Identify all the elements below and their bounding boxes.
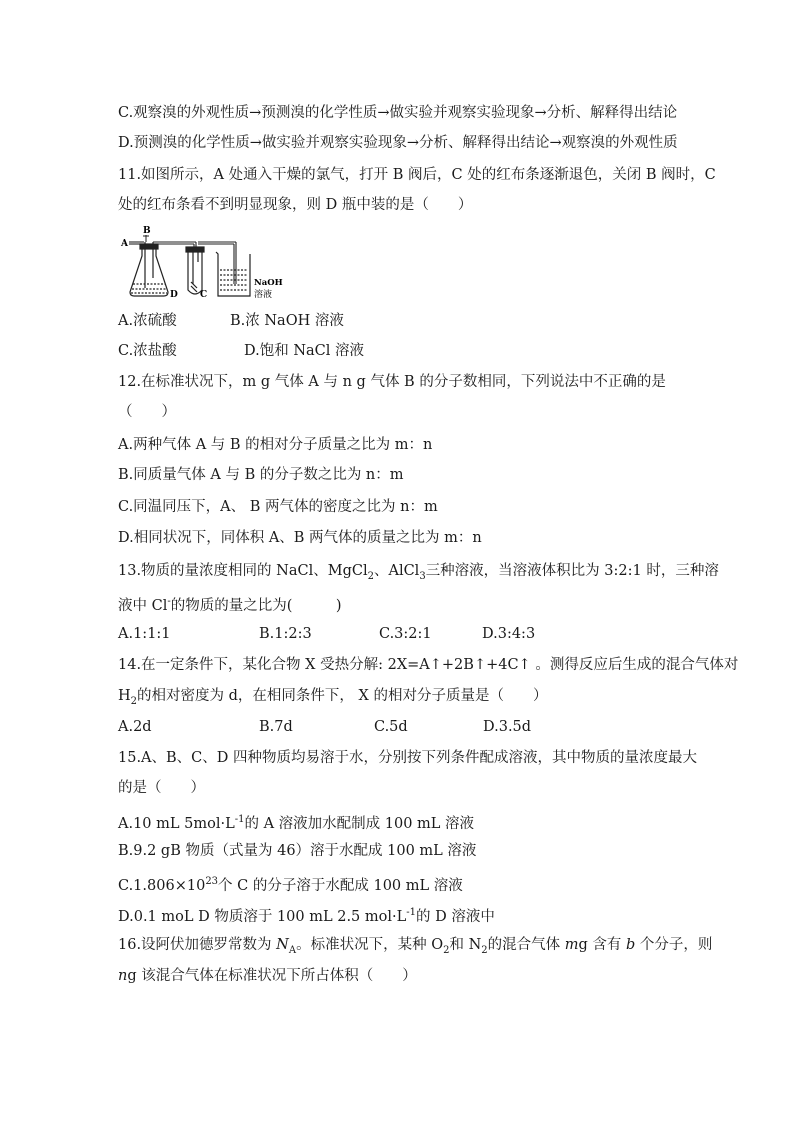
q16-text: g 该混合气体在标准状况下所占体积（ ） [127, 968, 417, 984]
label-c: C [200, 290, 208, 300]
q14-text: 的相对密度为 d，在相同条件下， X 的相对分子质量是（ ） [137, 688, 548, 704]
q16-text: 的混合气体 [487, 937, 565, 953]
q15-stem-line2: 的是（ ） [118, 780, 205, 796]
q15-text: A.10 mL 5mol·L [118, 815, 235, 832]
q11-option-a: A.浓硫酸 [118, 313, 177, 329]
q14-text: H [118, 688, 131, 704]
variable-m: m [564, 937, 579, 953]
q16-stem-line2 [118, 966, 417, 986]
superscript: 23 [205, 876, 219, 887]
superscript: - [167, 596, 171, 607]
q15-text: 个 C 的分子溶于水配成 100 mL 溶液 [218, 877, 463, 894]
beaker-naoh-icon [216, 252, 250, 296]
q15-text: 的 D 溶液中 [416, 908, 495, 925]
q15-text: D.0.1 moL D 物质溶于 100 mL 2.5 mol·L [118, 908, 407, 925]
q15-text: 的 A 溶液加水配制成 100 mL 溶液 [244, 815, 475, 832]
q13-text: 液中 Cl [118, 597, 168, 614]
q15-option-b: B.9.2 gB 物质（式量为 46）溶于水配成 100 mL 溶液 [118, 843, 477, 859]
q15-stem-line1: 15.A、B、C、D 四种物质均易溶于水，分别按下列条件配成溶液，其中物质的量浓度最大 [118, 750, 698, 766]
label-a: A [121, 239, 128, 249]
q11-option-c: C.浓盐酸 [118, 343, 177, 359]
q11-option-b: B.浓 NaOH 溶液 [230, 313, 344, 329]
valve-b-icon [143, 235, 149, 242]
label-d: D [170, 290, 178, 300]
q14-stem-line2 [118, 686, 547, 712]
q14-option-c: C.5d [374, 719, 408, 735]
subscript: 2 [367, 570, 374, 582]
test-tube-c-icon [186, 247, 204, 294]
q12-option-c: C.同温同压下，A、 B 两气体的密度之比为 n：m [118, 499, 438, 515]
q14-option-d: D.3.5d [483, 719, 532, 735]
avogadro-symbol: N [276, 937, 289, 953]
q13-stem-line1 [118, 561, 719, 587]
q15-option-c [118, 872, 463, 896]
q10-option-c: C.观察溴的外观性质→预测溴的化学性质→做实验并观察实验现象→分析、解释得出结论 [118, 105, 678, 121]
q13-text: 、AlCl [373, 563, 420, 579]
superscript: -1 [234, 814, 245, 825]
q11-apparatus-figure [118, 222, 293, 304]
q16-text: 和 N [449, 937, 482, 953]
q11-option-d: D.饱和 NaCl 溶液 [244, 343, 364, 359]
q16-text: 16.设阿伏加德罗常数为 [118, 937, 277, 953]
label-b: B [143, 226, 151, 236]
q15-text: C.1.806×10 [118, 877, 206, 894]
q10-option-d: D.预测溴的化学性质→做实验并观察实验现象→分析、解释得出结论→观察溴的外观性质 [118, 135, 678, 151]
q13-option-c: C.3:2:1 [379, 626, 432, 642]
q16-stem-line1 [118, 935, 712, 961]
flask-d-icon [130, 242, 168, 296]
superscript: -1 [406, 907, 416, 918]
q12-option-b: B.同质量气体 A 与 B 的分子数之比为 n：m [118, 467, 404, 483]
q12-stem-line2: （ ） [118, 404, 176, 420]
q12-option-d: D.相同状况下，同体积 A、B 两气体的质量之比为 m：n [118, 530, 482, 546]
q13-text: 的物质的量之比为( ) [170, 597, 342, 614]
q16-text: 个分子，则 [635, 937, 713, 953]
q14-option-a: A.2d [118, 719, 152, 735]
subscript: 2 [130, 695, 138, 707]
q16-text: g 含有 [578, 937, 627, 953]
q14-stem-line1: 14.在一定条件下，某化合物 X 受热分解: 2X=A↑+2B↑+4C↑ 。测得反应后生成的混合气体对 [118, 657, 739, 673]
subscript: A [288, 944, 297, 956]
q13-option-a: A.1:1:1 [118, 626, 171, 642]
q15-option-d [118, 903, 495, 927]
q12-stem-line1: 12.在标准状况下，m g 气体 A 与 n g 气体 B 的分子数相同，下列说法中不正确的是 [118, 374, 666, 390]
subscript: 2 [443, 944, 450, 956]
q13-text: 三种溶液，当溶液体积比为 3:2:1 时，三种溶 [425, 563, 719, 579]
q13-option-b: B.1:2:3 [259, 626, 312, 642]
label-solution: 溶液 [254, 290, 273, 300]
q14-option-b: B.7d [259, 719, 293, 735]
q15-option-a [118, 810, 474, 834]
subscript: 2 [481, 944, 488, 956]
q16-text: 。标准状况下，某种 O [296, 937, 444, 953]
q13-stem-line2 [118, 592, 342, 616]
variable-n: n [118, 968, 128, 984]
q13-text: 13.物质的量浓度相同的 NaCl、MgCl [118, 563, 368, 579]
label-naoh: NaOH [254, 278, 283, 288]
subscript: 3 [419, 570, 426, 582]
q13-option-d: D.3:4:3 [482, 626, 536, 642]
variable-b: b [626, 937, 636, 953]
q11-stem-line2: 处的红布条看不到明显现象，则 D 瓶中装的是（ ） [118, 197, 473, 213]
q12-option-a: A.两种气体 A 与 B 的相对分子质量之比为 m：n [118, 437, 433, 453]
q11-stem-line1: 11.如图所示，A 处通入干燥的氯气，打开 B 阀后，C 处的红布条逐渐退色，关闭 B 阀时，C [118, 167, 716, 183]
